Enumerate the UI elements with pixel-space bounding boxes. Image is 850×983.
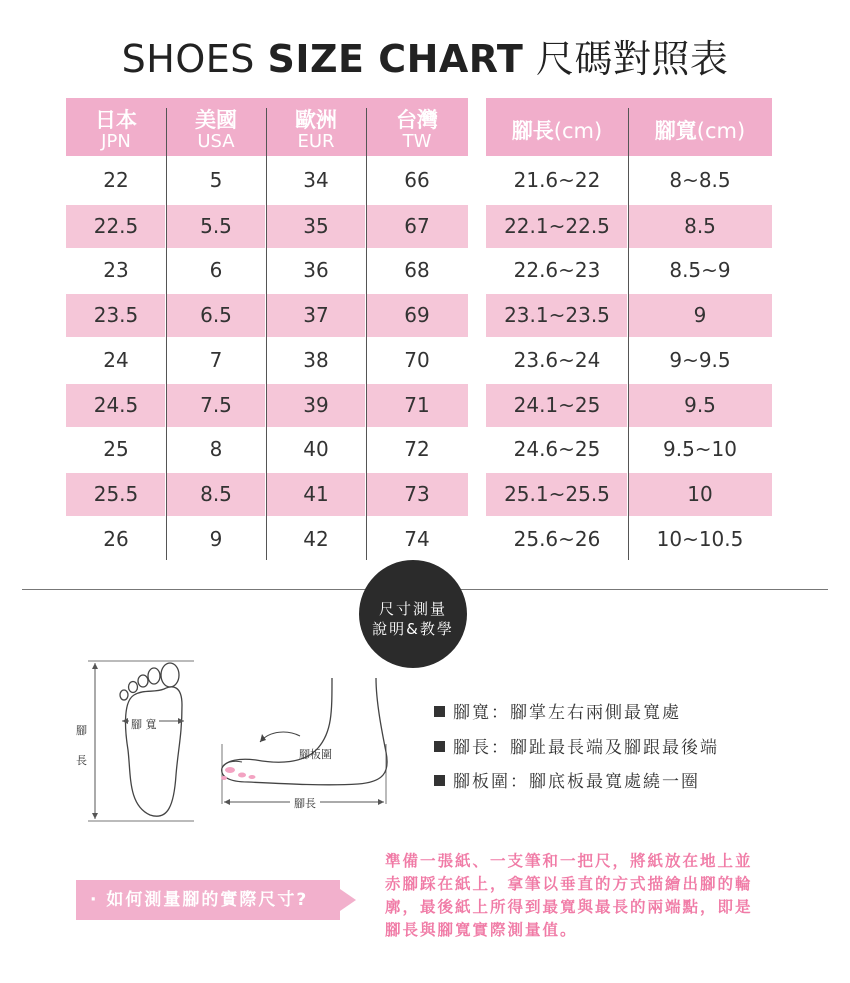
table-cell: 67 xyxy=(404,214,430,238)
definition-width: 腳寬：腳掌左右兩側最寬處 xyxy=(434,698,681,723)
table-cell: 7 xyxy=(209,348,223,372)
table-cell: 37 xyxy=(303,303,329,327)
table-cell: 69 xyxy=(404,303,430,327)
size-table-header xyxy=(66,98,468,156)
table-cell: 72 xyxy=(404,437,430,461)
table-cell: 9 xyxy=(693,303,707,327)
table-cell: 9.5 xyxy=(684,393,716,417)
header-eur: 歐洲 EUR xyxy=(295,108,337,152)
table-cell: 8.5 xyxy=(684,214,716,238)
table-cell: 10~10.5 xyxy=(656,527,744,551)
table-cell: 39 xyxy=(303,393,329,417)
table-cell: 21.6~22 xyxy=(513,168,601,192)
width-label: 腳 寬 xyxy=(131,718,157,731)
side-length-label: 腳長 xyxy=(290,795,320,811)
table-cell: 23.1~23.5 xyxy=(504,303,610,327)
how-to-measure-label: · 如何測量腳的實際尺寸? xyxy=(76,880,340,920)
table-cell: 5 xyxy=(209,168,223,192)
table-cell: 66 xyxy=(404,168,430,192)
header-usa: 美國 USA xyxy=(195,108,237,152)
header-tw: 台灣 TW xyxy=(396,108,438,152)
table-cell: 25 xyxy=(103,437,129,461)
table-cell: 24.6~25 xyxy=(513,437,601,461)
how-to-instructions: 準備一張紙、一支筆和一把尺，將紙放在地上並 赤腳踩在紙上，拿筆以垂直的方式描繪出腳的輪 廓，最後紙上所得到最寬與最長的兩端點，即是 腳長與腳寬實際測量值。 xyxy=(385,852,753,939)
table-cell: 24.5 xyxy=(93,393,139,417)
header-foot-length: 腳長(cm) xyxy=(511,119,603,143)
table-cell: 26 xyxy=(103,527,129,551)
square-bullet-icon xyxy=(434,741,445,752)
measure-guide-badge: 尺寸測量 說明&教學 xyxy=(359,560,467,668)
square-bullet-icon xyxy=(434,706,445,717)
table-cell: 7.5 xyxy=(200,393,232,417)
header-jpn: 日本 JPN xyxy=(95,108,137,152)
table-cell: 73 xyxy=(404,482,430,506)
length-label-2: 長 xyxy=(76,754,87,767)
table-cell: 42 xyxy=(303,527,329,551)
arrow-right-icon xyxy=(340,889,356,911)
column-divider xyxy=(166,108,167,560)
table-cell: 23.6~24 xyxy=(513,348,601,372)
column-divider xyxy=(366,108,367,560)
table-cell: 40 xyxy=(303,437,329,461)
column-divider xyxy=(628,108,629,560)
foot-sole-diagram xyxy=(64,655,194,827)
table-cell: 9~9.5 xyxy=(669,348,731,372)
table-cell: 25.6~26 xyxy=(513,527,601,551)
table-cell: 71 xyxy=(404,393,430,417)
table-cell: 9 xyxy=(209,527,223,551)
table-cell: 36 xyxy=(303,258,329,282)
table-cell: 70 xyxy=(404,348,430,372)
table-cell: 8.5~9 xyxy=(669,258,731,282)
table-cell: 35 xyxy=(303,214,329,238)
definition-girth: 腳板圍：腳底板最寬處繞一圈 xyxy=(434,767,700,792)
square-bullet-icon xyxy=(434,775,445,786)
girth-label: 腳板圍 xyxy=(299,748,332,761)
table-cell: 25.5 xyxy=(93,482,139,506)
table-cell: 9.5~10 xyxy=(662,437,737,461)
table-cell: 5.5 xyxy=(200,214,232,238)
page-title: SHOES SIZE CHART 尺碼對照表 xyxy=(121,37,729,81)
table-cell: 8~8.5 xyxy=(669,168,731,192)
table-cell: 24.1~25 xyxy=(513,393,601,417)
length-label-1: 腳 xyxy=(76,724,87,737)
measure-table-header xyxy=(486,98,772,156)
table-cell: 23.5 xyxy=(93,303,139,327)
definition-length: 腳長：腳趾最長端及腳跟最後端 xyxy=(434,733,719,758)
column-divider xyxy=(266,108,267,560)
table-cell: 8.5 xyxy=(200,482,232,506)
table-cell: 6.5 xyxy=(200,303,232,327)
table-cell: 25.1~25.5 xyxy=(504,482,610,506)
table-cell: 68 xyxy=(404,258,430,282)
foot-side-diagram xyxy=(208,672,408,812)
table-cell: 22 xyxy=(103,168,129,192)
table-cell: 6 xyxy=(209,258,223,282)
table-cell: 38 xyxy=(303,348,329,372)
table-cell: 22.5 xyxy=(93,214,139,238)
table-cell: 8 xyxy=(209,437,223,461)
table-cell: 23 xyxy=(103,258,129,282)
table-cell: 22.1~22.5 xyxy=(504,214,610,238)
header-foot-width: 腳寬(cm) xyxy=(654,119,746,143)
table-cell: 10 xyxy=(687,482,713,506)
table-cell: 22.6~23 xyxy=(513,258,601,282)
table-cell: 24 xyxy=(103,348,129,372)
table-cell: 41 xyxy=(303,482,329,506)
table-cell: 74 xyxy=(404,527,430,551)
table-cell: 34 xyxy=(303,168,329,192)
